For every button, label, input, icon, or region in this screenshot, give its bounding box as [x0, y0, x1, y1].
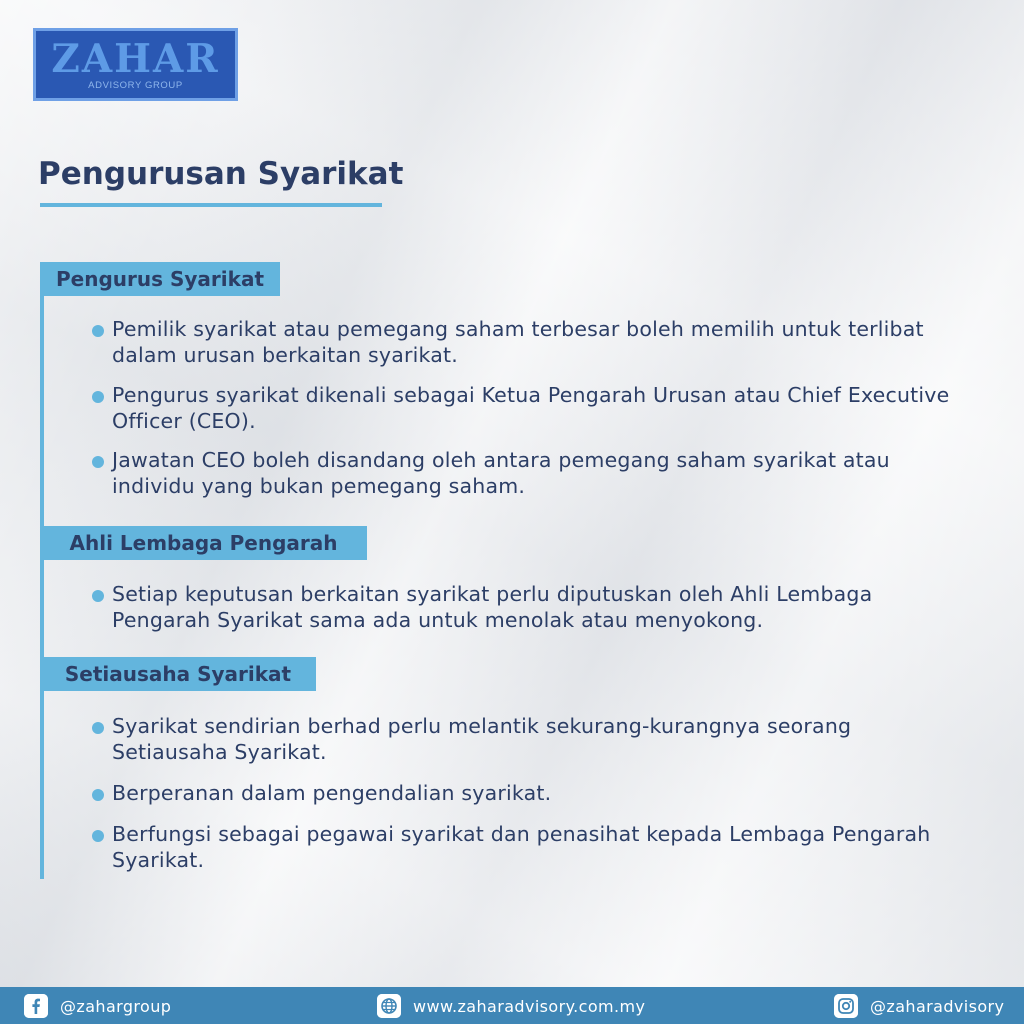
bullet-list-ahli-lembaga: [112, 581, 972, 633]
list-item: Pengurus syarikat dikenali sebagai Ketua Pengarah Urusan atau Chief Executive Officer (CEO).: [112, 382, 972, 434]
instagram-icon: [834, 994, 858, 1018]
logo-wordmark: ZAHAR: [51, 35, 220, 82]
facebook-icon: [24, 994, 48, 1018]
section-label-pengurus: Pengurus Syarikat: [40, 262, 280, 296]
instagram-handle: @zaharadvisory: [870, 996, 1005, 1016]
list-item: Syarikat sendirian berhad perlu melantik sekurang-kurangnya seorang Setiausaha Syarikat.: [112, 713, 972, 765]
footer-instagram[interactable]: [834, 992, 1004, 1020]
list-item: Berfungsi sebagai pegawai syarikat dan penasihat kepada Lembaga Pengarah Syarikat.: [112, 821, 972, 873]
footer-website[interactable]: [377, 992, 645, 1020]
list-item: Berperanan dalam pengendalian syarikat.: [112, 780, 972, 806]
footer-facebook[interactable]: [24, 992, 171, 1020]
logo-subtitle: ADVISORY GROUP: [88, 79, 183, 91]
brand-logo: [33, 28, 238, 101]
list-item: Jawatan CEO boleh disandang oleh antara pemegang saham syarikat atau individu yang bukan pemegang saham.: [112, 447, 972, 499]
website-url: www.zaharadvisory.com.my: [413, 996, 646, 1016]
bullet-list-setiausaha: [112, 713, 972, 873]
title-underline: [40, 203, 382, 207]
facebook-handle: @zahargroup: [60, 996, 172, 1016]
globe-icon: [377, 994, 401, 1018]
section-timeline-bar: [40, 262, 44, 879]
list-item: Pemilik syarikat atau pemegang saham terbesar boleh memilih untuk terlibat dalam urusan berkaitan syarikat.: [112, 316, 972, 368]
section-label-ahli-lembaga: Ahli Lembaga Pengarah: [40, 526, 367, 560]
section-label-setiausaha: Setiausaha Syarikat: [40, 657, 316, 691]
list-item: Setiap keputusan berkaitan syarikat perlu diputuskan oleh Ahli Lembaga Pengarah Syarikat sama ada untuk menolak atau menyokong.: [112, 581, 972, 633]
bullet-list-pengurus: [112, 316, 972, 499]
page-title: Pengurusan Syarikat: [38, 156, 404, 192]
footer-bar: [0, 987, 1024, 1024]
